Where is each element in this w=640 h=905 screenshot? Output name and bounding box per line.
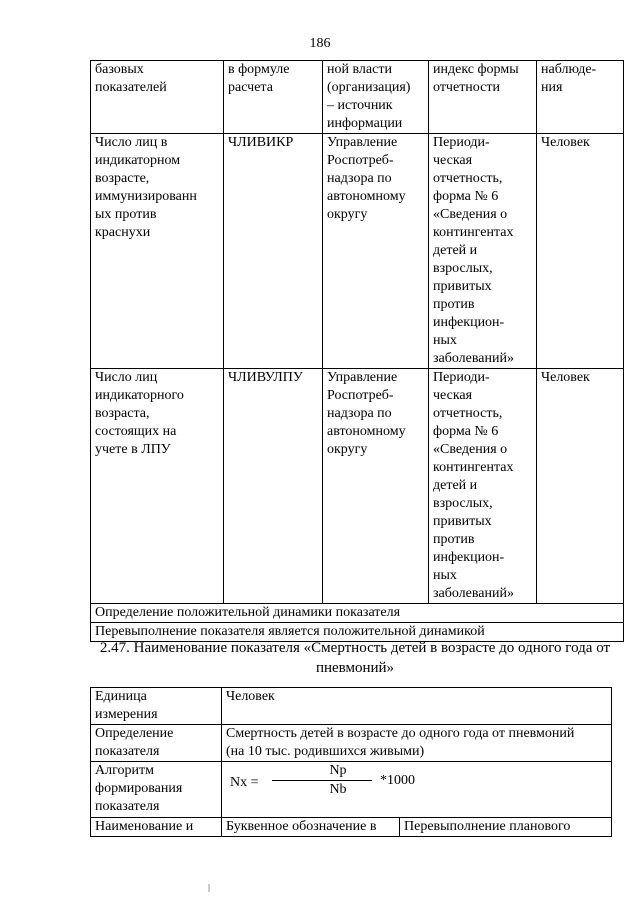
header-cell: ной власти (организация) – источник информации bbox=[323, 61, 429, 134]
scan-mark bbox=[208, 884, 210, 892]
row-label: Алгоритм формирования показателя bbox=[91, 762, 222, 818]
source-cell: Управление Роспотреб- надзора по автономному округу bbox=[323, 369, 429, 604]
indicator-passport-table bbox=[90, 687, 612, 837]
table-row bbox=[91, 134, 624, 369]
unit-cell: Человек bbox=[537, 134, 624, 369]
table-row bbox=[91, 369, 624, 604]
report-form-cell: Периоди- ческая отчетность, форма № 6 «Сведения о контингентах детей и взрослых, привитых против инфекцион- ных заболеваний» bbox=[429, 369, 537, 604]
indicator-code-cell: ЧЛИВИКР bbox=[224, 134, 323, 369]
page-number: 186 bbox=[309, 36, 331, 51]
table-row bbox=[91, 762, 612, 818]
row-value: Смертность детей в возрасте до одного года от пневмоний (на 10 тыс. родившихся живыми) bbox=[222, 725, 612, 762]
unit-cell: Человек bbox=[537, 369, 624, 604]
header-cell: базовых показателей bbox=[91, 61, 224, 134]
column-header: Перевыполнение планового bbox=[400, 818, 612, 837]
dynamics-title-row bbox=[91, 604, 624, 623]
dynamics-text: Перевыполнение показателя является положительной динамикой bbox=[91, 623, 624, 642]
row-value: Человек bbox=[222, 688, 612, 725]
formula-denominator: Nb bbox=[329, 782, 347, 797]
table-header-row bbox=[91, 61, 624, 134]
indicator-name-cell: Число лиц индикаторного возраста, состоящих на учете в ЛПУ bbox=[91, 369, 224, 604]
header-cell: наблюде- ния bbox=[537, 61, 624, 134]
header-cell: индекс формы отчетности bbox=[429, 61, 537, 134]
formula-numerator: Np bbox=[329, 763, 347, 778]
formula bbox=[226, 762, 607, 802]
dynamics-title: Определение положительной динамики показателя bbox=[91, 604, 624, 623]
source-cell: Управление Роспотреб- надзора по автономному округу bbox=[323, 134, 429, 369]
table-row bbox=[91, 688, 612, 725]
formula-cell bbox=[222, 762, 612, 818]
table-row bbox=[91, 818, 612, 837]
row-label: Единица измерения bbox=[91, 688, 222, 725]
indicator-code-cell: ЧЛИВУЛПУ bbox=[224, 369, 323, 604]
section-heading bbox=[95, 638, 615, 678]
column-header: Буквенное обозначение в bbox=[222, 818, 400, 837]
indicators-table bbox=[90, 60, 624, 642]
table-row bbox=[91, 725, 612, 762]
header-cell: в формуле расчета bbox=[224, 61, 323, 134]
row-label: Определение показателя bbox=[91, 725, 222, 762]
formula-lhs: Nx = bbox=[230, 775, 259, 790]
section-heading-line: 2.47. Наименование показателя «Смертность детей в возрасте до одного года от bbox=[99, 640, 611, 656]
section-heading-line: пневмоний» bbox=[315, 660, 395, 676]
row-label: Наименование и bbox=[91, 818, 222, 837]
indicator-name-cell: Число лиц в индикаторном возрасте, иммунизированн ых против краснухи bbox=[91, 134, 224, 369]
formula-multiplier: *1000 bbox=[380, 773, 415, 788]
report-form-cell: Периоди- ческая отчетность, форма № 6 «Сведения о контингентах детей и взрослых, привитых против инфекцион- ных заболеваний» bbox=[429, 134, 537, 369]
